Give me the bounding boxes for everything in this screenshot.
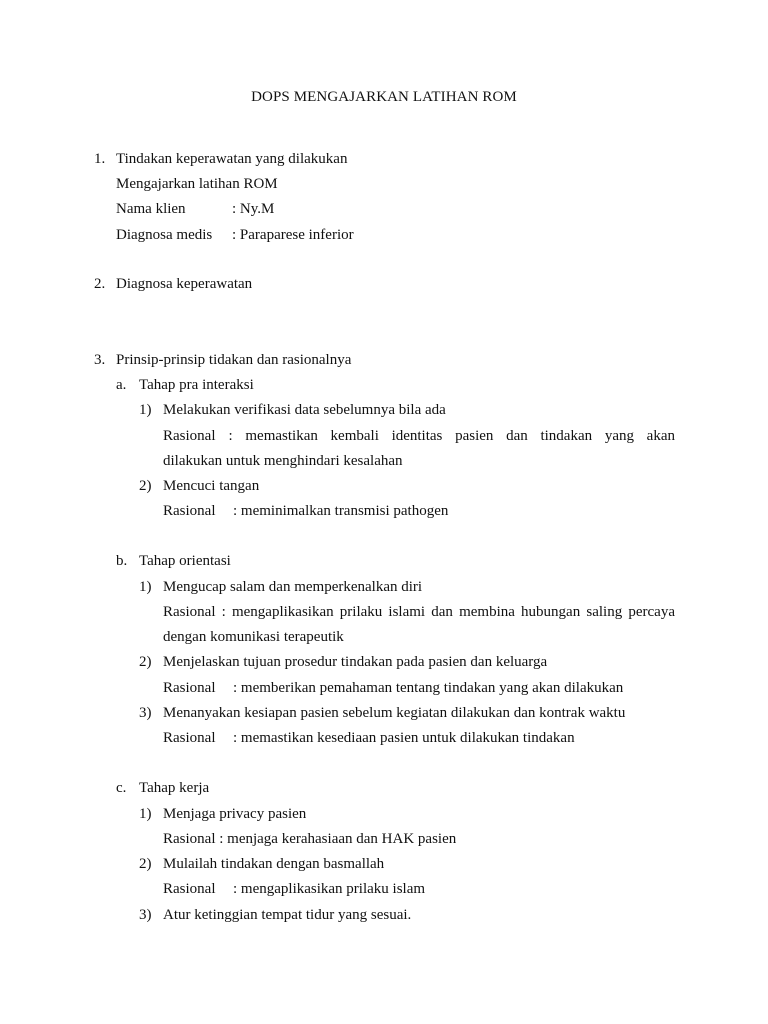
step-c2-rationale [163,880,425,898]
step-b3-rationale-text: : memastikan kesediaan pasien untuk dilakukan tindakan [233,730,575,746]
subsection-c-label: Tahap kerja [139,780,210,796]
section-2-heading: Diagnosa keperawatan [116,276,253,292]
section-1-number: 1. [94,151,106,167]
medical-diagnosis-value: : Paraparese inferior [232,227,354,243]
step-b3-number: 3) [139,705,152,721]
section-3-number: 3. [94,352,106,368]
step-c2-number: 2) [139,856,152,872]
step-b3-rationale-label: Rasional [163,730,216,746]
step-c1-text: Menjaga privacy pasien [163,806,307,822]
step-b2-rationale-label: Rasional [163,680,216,696]
step-a1-text: Melakukan verifikasi data sebelumnya bila ada [163,402,446,418]
step-a2-rationale [163,502,448,520]
step-a1-number: 1) [139,402,152,418]
step-c2-rationale-label: Rasional [163,881,216,897]
step-b3-text: Menanyakan kesiapan pasien sebelum kegiatan dilakukan dan kontrak waktu [163,705,626,721]
section-1-action: Mengajarkan latihan ROM [116,176,278,192]
subsection-a-label: Tahap pra interaksi [139,377,254,393]
step-b2-rationale [163,679,623,697]
step-c2-rationale-text: : mengaplikasikan prilaku islam [233,881,426,897]
subsection-c-letter: c. [116,780,127,796]
document-title: DOPS MENGAJARKAN LATIHAN ROM [251,89,517,105]
section-3-heading: Prinsip-prinsip tidakan dan rasionalnya [116,352,352,368]
client-name-value: : Ny.M [232,201,275,217]
step-c2-text: Mulailah tindakan dengan basmallah [163,856,385,872]
step-c1-number: 1) [139,806,152,822]
subsection-b-label: Tahap orientasi [139,553,231,569]
client-name-label: Nama klien [116,201,186,217]
step-b1-rationale-line1: Rasional : mengaplikasikan prilaku islami dan membina hubungan saling percaya [163,604,675,620]
step-c1-rationale: Rasional : menjaga kerahasiaan dan HAK pasien [163,831,457,847]
step-a2-number: 2) [139,478,152,494]
step-b1-text: Mengucap salam dan memperkenalkan diri [163,579,423,595]
step-a1-rationale-line1 [163,427,675,445]
step-a1-rationale-text: : memastikan kembali identitas pasien dan tindakan yang akan [228,428,675,444]
subsection-b-letter: b. [116,553,128,569]
step-a2-rationale-text: : meminimalkan transmisi pathogen [233,503,449,519]
step-b2-number: 2) [139,654,152,670]
section-2-number: 2. [94,276,106,292]
client-name-row [116,200,274,218]
medical-diagnosis-row [116,226,354,244]
step-b2-text: Menjelaskan tujuan prosedur tindakan pada pasien dan keluarga [163,654,548,670]
step-a2-rationale-label: Rasional [163,503,216,519]
step-a1-rationale-label: Rasional [163,428,216,444]
step-b1-rationale-line2: dengan komunikasi terapeutik [163,629,344,645]
step-b3-rationale [163,729,575,747]
step-c3-number: 3) [139,907,152,923]
step-b1-number: 1) [139,579,152,595]
section-1-heading: Tindakan keperawatan yang dilakukan [116,151,348,167]
medical-diagnosis-label: Diagnosa medis [116,227,213,243]
step-a2-text: Mencuci tangan [163,478,260,494]
step-a1-rationale-line2: dilakukan untuk menghindari kesalahan [163,453,403,469]
subsection-a-letter: a. [116,377,127,393]
step-c3-text: Atur ketinggian tempat tidur yang sesuai. [163,907,412,923]
step-b2-rationale-text: : memberikan pemahaman tentang tindakan yang akan dilakukan [233,680,624,696]
